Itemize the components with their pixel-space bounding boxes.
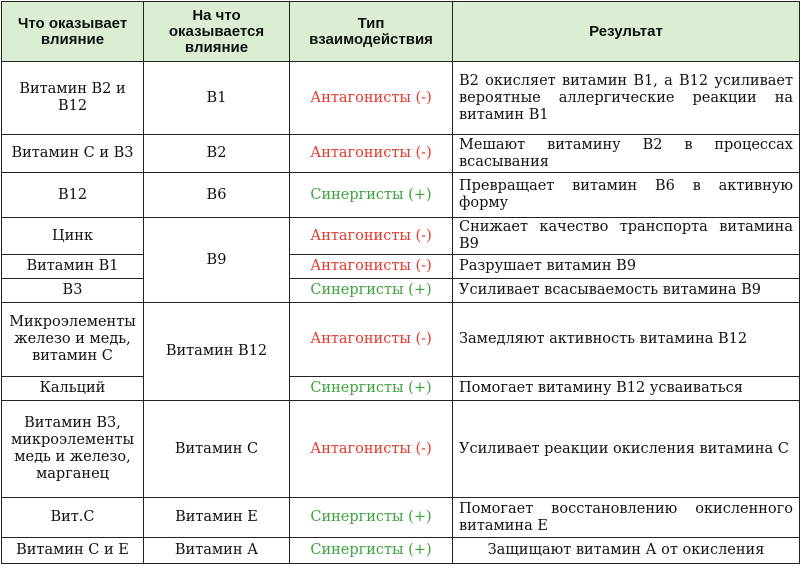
target-cell: В2 — [144, 135, 290, 173]
header-target: На что оказывается влияние — [144, 2, 290, 62]
source-cell: Цинк — [2, 218, 144, 255]
source-cell: Витамин В3, микроэлементы медь и железо, марганец — [2, 401, 144, 498]
table-row — [2, 135, 800, 173]
type-cell: Антагонисты (-) — [290, 135, 453, 173]
table-row — [2, 279, 800, 303]
source-cell: В3 — [2, 279, 144, 303]
table-row — [2, 401, 800, 498]
type-cell: Синергисты (+) — [290, 538, 453, 564]
type-cell: Синергисты (+) — [290, 377, 453, 401]
result-cell: Замедляют активность витамина В12 — [453, 303, 800, 377]
table-row — [2, 173, 800, 218]
type-cell: Синергисты (+) — [290, 173, 453, 218]
source-cell: Микроэлементы железо и медь, витамин С — [2, 303, 144, 377]
vitamin-interaction-table — [1, 1, 800, 564]
source-cell: Витамин В1 — [2, 255, 144, 279]
source-cell: Витамин С и В3 — [2, 135, 144, 173]
type-cell: Антагонисты (-) — [290, 303, 453, 377]
table-row — [2, 538, 800, 564]
table-row — [2, 255, 800, 279]
result-cell: Усиливает реакции окисления витамина С — [453, 401, 800, 498]
type-cell: Антагонисты (-) — [290, 255, 453, 279]
header-source: Что оказывает влияние — [2, 2, 144, 62]
result-cell: В2 окисляет витамин В1, а В12 усиливает вероятные аллергические реакции на витамин В1 — [453, 62, 800, 135]
target-cell: Витамин А — [144, 538, 290, 564]
header-row — [2, 2, 800, 62]
result-cell: Усиливает всасываемость витамина В9 — [453, 279, 800, 303]
target-cell: Витамин Е — [144, 498, 290, 538]
table-row — [2, 303, 800, 377]
target-cell: В6 — [144, 173, 290, 218]
type-cell: Антагонисты (-) — [290, 62, 453, 135]
result-cell: Мешают витамину В2 в процессах всасывания — [453, 135, 800, 173]
table-row — [2, 62, 800, 135]
source-cell: Вит.С — [2, 498, 144, 538]
type-cell: Синергисты (+) — [290, 498, 453, 538]
result-cell: Разрушает витамин В9 — [453, 255, 800, 279]
result-cell: Помогает витамину В12 усваиваться — [453, 377, 800, 401]
source-cell: Витамин В2 и В12 — [2, 62, 144, 135]
target-cell: Витамин В12 — [144, 303, 290, 401]
source-cell: В12 — [2, 173, 144, 218]
table-row — [2, 377, 800, 401]
table-row — [2, 498, 800, 538]
type-cell: Антагонисты (-) — [290, 218, 453, 255]
result-cell: Защищают витамин А от окисления — [453, 538, 800, 564]
result-cell: Снижает качество транспорта витамина В9 — [453, 218, 800, 255]
result-cell: Превращает витамин В6 в активную форму — [453, 173, 800, 218]
source-cell: Витамин С и Е — [2, 538, 144, 564]
header-result: Результат — [453, 2, 800, 62]
target-cell: Витамин С — [144, 401, 290, 498]
type-cell: Антагонисты (-) — [290, 401, 453, 498]
target-cell: В9 — [144, 218, 290, 303]
header-type: Тип взаимодействия — [290, 2, 453, 62]
source-cell: Кальций — [2, 377, 144, 401]
result-cell: Помогает восстановлению окисленного витамина Е — [453, 498, 800, 538]
target-cell: В1 — [144, 62, 290, 135]
table-row — [2, 218, 800, 255]
type-cell: Синергисты (+) — [290, 279, 453, 303]
